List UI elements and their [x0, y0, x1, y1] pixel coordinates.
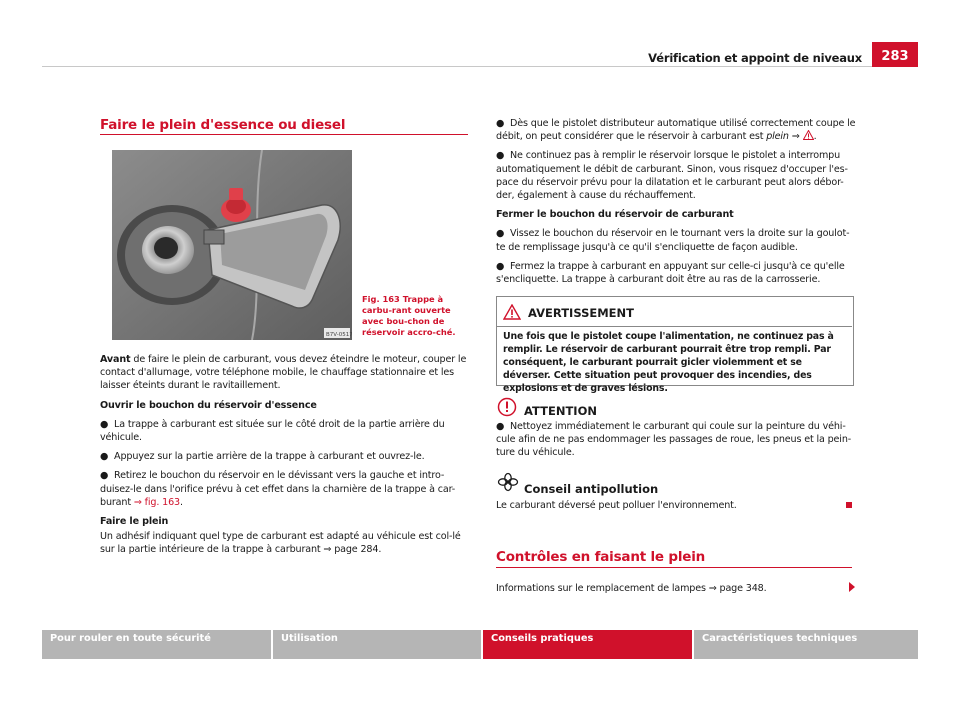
- close-heading: Fermer le bouchon du réservoir de carburant: [496, 209, 734, 221]
- section-title-checks: Contrôles en faisant le plein: [496, 549, 706, 565]
- figure-caption: Fig. 163 Trappe à carbu-rant ouverte avec bou-chon de réservoir accro-ché.: [362, 294, 456, 337]
- end-marker: [846, 502, 852, 508]
- open-heading: Ouvrir le bouchon du réservoir d'essence: [100, 399, 317, 411]
- footer-tab-practical-tips[interactable]: Conseils pratiques: [483, 630, 692, 659]
- section-title-fuel: Faire le plein d'essence ou diesel: [100, 117, 346, 133]
- right-bullet-3: ● Vissez le bouchon du réservoir en le tournant vers la droite sur la goulot-te de remplissage jusqu'à ce qu'il s'encliquette de façon audible.: [496, 228, 850, 253]
- eco-text: Le carburant déversé peut polluer l'environnement.: [496, 500, 737, 511]
- right-bullet-3-text: Vissez le bouchon du réservoir en le tournant vers la droite sur la goulot-te de remplissage jusqu'à ce qu'il s'encliquette de façon audible.: [496, 228, 850, 253]
- footer-tab-safety[interactable]: Pour rouler en toute sécurité: [42, 630, 271, 659]
- footer-tab-usage[interactable]: Utilisation: [273, 630, 481, 659]
- page-number: 283: [872, 42, 918, 67]
- intro-bold: Avant: [100, 354, 131, 365]
- right-bullet-1-text: Dès que le pistolet distributeur automatique utilisé correctement coupe le débit, on peut considérer que le réservoir à carburant est: [496, 118, 856, 143]
- right-body: [496, 117, 856, 292]
- attention-bullet: ● Nettoyez immédiatement le carburant qui coule sur la peinture du véhi-cule afin de ne pas endommager les passages de roue, les pneus et la pein-ture du véhicule.: [496, 421, 852, 459]
- right-bullet-4-text: Fermez la trappe à carburant en appuyant sur celle-ci jusqu'à ce qu'elle s'encliquette. La trappe à carburant doit être au ras de la carrosserie.: [496, 260, 845, 286]
- figure-link[interactable]: ⇒ fig. 163: [133, 496, 180, 508]
- section-2-text: Informations sur le remplacement de lampes ⇒ page 348.: [496, 583, 767, 594]
- fill-heading: Faire le plein: [100, 516, 169, 528]
- header-rule: [42, 66, 872, 67]
- attention-title: ATTENTION: [524, 404, 597, 418]
- section-title-rule: [100, 134, 468, 135]
- bullet-1-text: La trappe à carburant est située sur le côté droit de la partie arrière du véhicule.: [100, 418, 445, 444]
- continue-arrow-icon: [848, 582, 856, 592]
- section-2-rule: [496, 567, 852, 568]
- bullet-2-text: Appuyez sur la partie arrière de la trappe à carburant et ouvrez-le.: [114, 451, 425, 463]
- right-bullet-4: ● Fermez la trappe à carburant en appuyant sur celle-ci jusqu'à ce qu'elle s'encliquette. La trappe à carburant doit être au ras de la carrosserie.: [496, 260, 845, 286]
- bullet-1: ● La trappe à carburant est située sur le côté droit de la partie arrière du véhicule.: [100, 418, 445, 444]
- warning-ref[interactable]: ⇒: [788, 131, 803, 143]
- flower-icon: [497, 472, 519, 492]
- figure-code: B7V-0517: [326, 332, 352, 338]
- warning-title: AVERTISSEMENT: [528, 306, 635, 320]
- fuel-flap-illustration: [112, 150, 352, 340]
- running-header-title: Vérification et appoint de niveaux: [648, 51, 862, 65]
- left-body: [100, 353, 468, 563]
- intro-text: de faire le plein de carburant, vous devez éteindre le moteur, couper le contact d'allumage, votre téléphone mobile, le chauffage stationnaire et les laisser éteints durant le ravitaillement.: [100, 354, 467, 392]
- warning-text: Une fois que le pistolet coupe l'alimentation, ne continuez pas à remplir. Le réservoir de carburant pourrait être trop rempli. Par conséquent, le carburant pourrait gicler violemment et se déverser. Cette situation peut provoquer des incendies, des explosions et de graves lésions.: [503, 331, 834, 395]
- attention-body: [496, 420, 856, 466]
- attention-icon: [497, 397, 517, 417]
- attention-text: Nettoyez immédiatement le carburant qui coule sur la peinture du véhi-cule afin de ne pas endommager les passages de roue, les pneus et la pein-ture du véhicule.: [496, 421, 852, 459]
- right-bullet-2: ● Ne continuez pas à remplir le réservoir lorsque le pistolet a interrompu automatiquement le débit de carburant. Sinon, vous risquez d'occuper l'es-pace du réservoir prévu pour la dilatation et le carburant peut alors débor-der, également à cause du réchauffement.: [496, 150, 848, 202]
- right-bullet-1: ● Dès que le pistolet distributeur automatique utilisé correctement coupe le débit, on peut considérer que le réservoir à carburant est plein ⇒ .: [496, 118, 856, 143]
- footer-tab-technical-specs[interactable]: Caractéristiques techniques: [694, 630, 918, 659]
- plein-italic: plein: [766, 131, 789, 143]
- fill-paragraph: Un adhésif indiquant quel type de carburant est adapté au véhicule est col-lé sur la partie intérieure de la trappe à carburant ⇒ page 284.: [100, 531, 461, 556]
- bullet-2: ● Appuyez sur la partie arrière de la trappe à carburant et ouvrez-le.: [100, 451, 425, 463]
- intro-paragraph: [100, 353, 468, 393]
- warning-icon: [503, 304, 521, 320]
- bullet-3: ● Retirez le bouchon du réservoir en le dévissant vers la gauche et intro-duisez-le dans l'orifice prévu à cet effet dans la charnière de la trappe à car-burant ⇒ fig. 163.: [100, 470, 456, 508]
- fuel-flap-photo: [112, 150, 352, 340]
- right-bullet-2-text: Ne continuez pas à remplir le réservoir lorsque le pistolet a interrompu automatiquement le débit de carburant. Sinon, vous risquez d'occuper l'es-pace du réservoir prévu pour la dilatation et le carburant peut alors débor-der, également à cause du réchauffement.: [496, 150, 848, 202]
- bullet-3-end: .: [179, 496, 183, 508]
- bullet-3-text: Retirez le bouchon du réservoir en le dévissant vers la gauche et intro-duisez-le dans l'orifice prévu à cet effet dans la charnière de la trappe à car-burant: [100, 470, 456, 508]
- warning-triangle-icon: [803, 130, 814, 140]
- eco-title: Conseil antipollution: [524, 482, 659, 496]
